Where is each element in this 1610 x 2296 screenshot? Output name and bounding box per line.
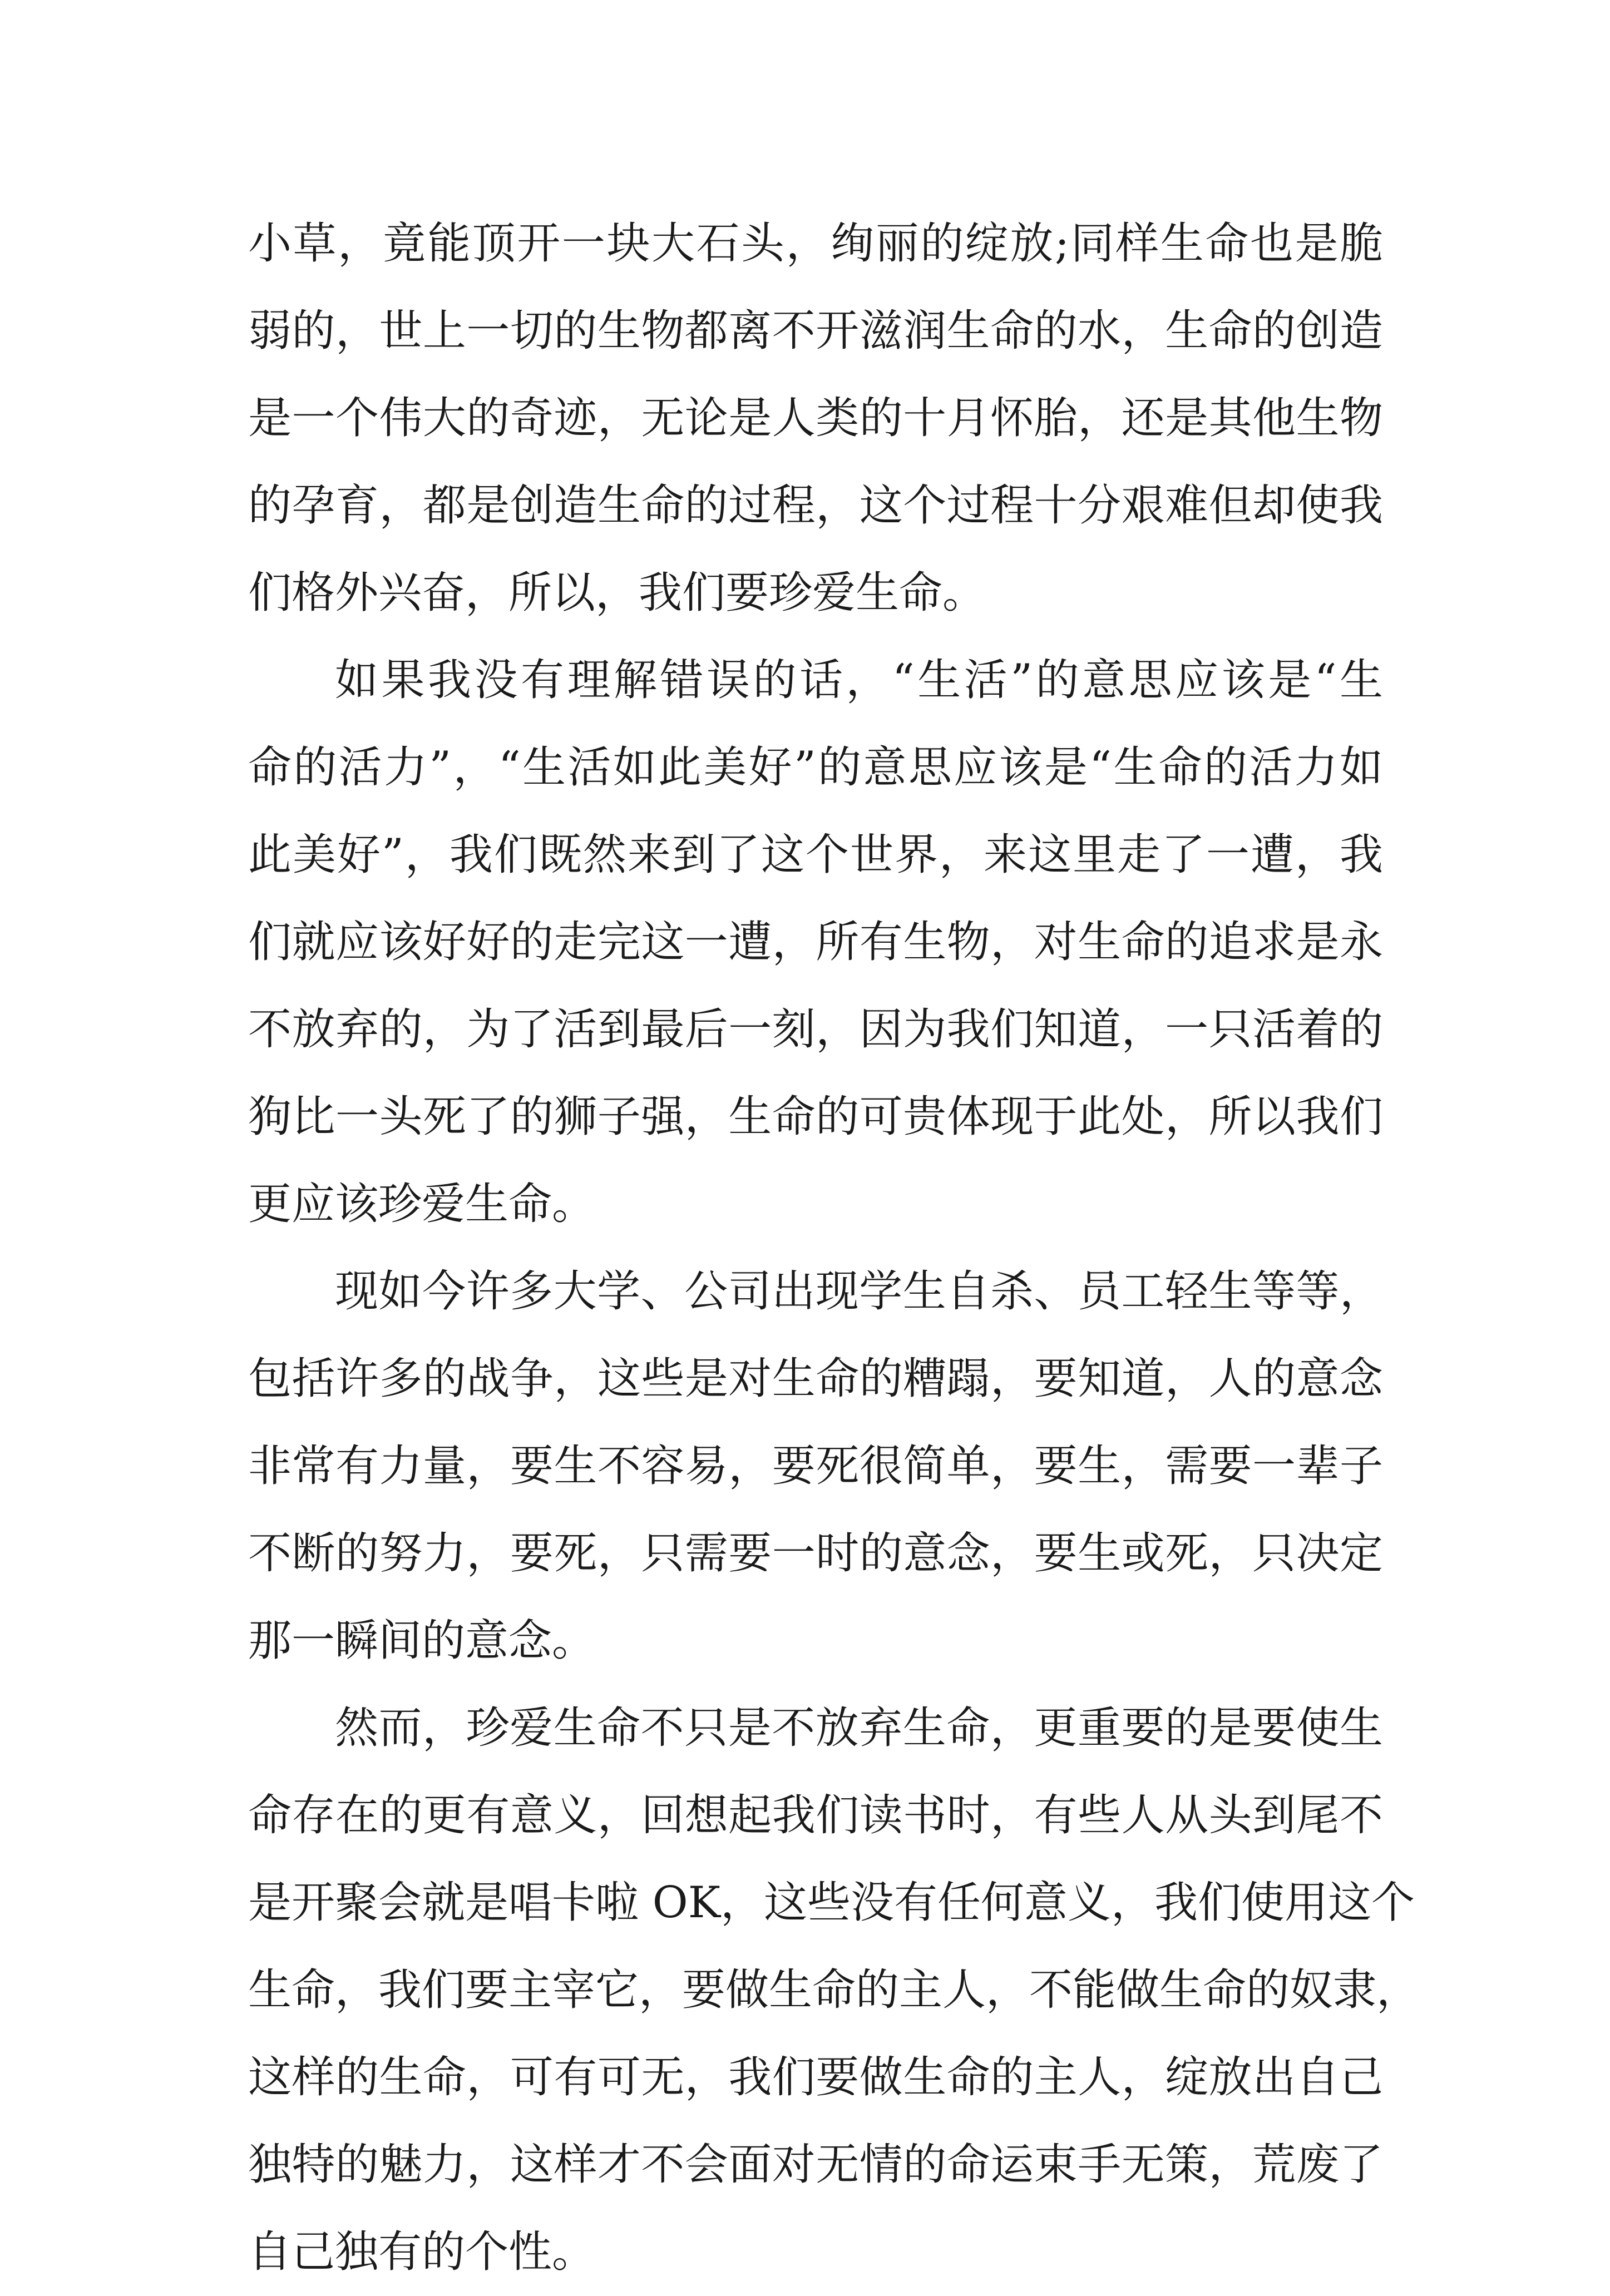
paragraph-3-line-1: 现如今许多大学、公司出现学生自杀、员工轻生等等，: [335, 1266, 1383, 1317]
paragraph-2-line-6: 狗比一头死了的狮子强，生命的可贵体现于此处，所以我们: [248, 1092, 1383, 1142]
paragraph-2-line-2: 命的活力”，“生活如此美好”的意思应该是“生命的活力如: [248, 743, 1383, 793]
paragraph-1-line-3: 是一个伟大的奇迹，无论是人类的十月怀胎，还是其他生物: [248, 393, 1383, 443]
paragraph-3-line-5: 那一瞬间的意念。: [248, 1616, 596, 1666]
paragraph-2-line-5: 不放弃的，为了活到最后一刻，因为我们知道，一只活着的: [248, 1004, 1383, 1055]
paragraph-3-line-4: 不断的努力，要死，只需要一时的意念，要生或死，只决定: [248, 1528, 1383, 1578]
paragraph-4-line-3: 是开聚会就是唱卡啦 OK，这些没有任何意义，我们使用这个: [248, 1878, 1415, 1928]
paragraph-2-line-1: 如果我没有理解错误的话，“生活”的意思应该是“生: [335, 655, 1383, 705]
paragraph-4-line-4: 生命，我们要主宰它，要做生命的主人，不能做生命的奴隶，: [248, 1965, 1420, 2015]
paragraph-3-line-2: 包括许多的战争，这些是对生命的糟蹋，要知道，人的意念: [248, 1354, 1383, 1404]
paragraph-4-line-5: 这样的生命，可有可无，我们要做生命的主人，绽放出自己: [248, 2052, 1383, 2102]
paragraph-1-line-5: 们格外兴奋，所以，我们要珍爱生命。: [248, 568, 986, 618]
body-text: [248, 200, 1420, 2296]
paragraph-2-line-3: 此美好”，我们既然来到了这个世界，来这里走了一遭，我: [248, 830, 1383, 880]
paragraph-4-line-7: 自己独有的个性。: [248, 2227, 596, 2277]
paragraph-4-line-6: 独特的魅力，这样才不会面对无情的命运束手无策，荒废了: [248, 2140, 1383, 2190]
paragraph-4-line-2: 命存在的更有意义，回想起我们读书时，有些人从头到尾不: [248, 1790, 1383, 1840]
paragraph-4-line-1: 然而，珍爱生命不只是不放弃生命，更重要的是要使生: [335, 1703, 1383, 1753]
paragraph-3-line-3: 非常有力量，要生不容易，要死很简单，要生，需要一辈子: [248, 1441, 1383, 1491]
paragraph-2-line-4: 们就应该好好的走完这一遭，所有生物，对生命的追求是永: [248, 917, 1383, 967]
paragraph-1-line-2: 弱的，世上一切的生物都离不开滋润生命的水，生命的创造: [248, 306, 1383, 356]
paragraph-2-line-7: 更应该珍爱生命。: [248, 1179, 596, 1229]
paragraph-1-line-4: 的孕育，都是创造生命的过程，这个过程十分艰难但却使我: [248, 481, 1383, 531]
paragraph-1-line-1: 小草，竟能顶开一块大石头，绚丽的绽放;同样生命也是脆: [248, 219, 1383, 269]
